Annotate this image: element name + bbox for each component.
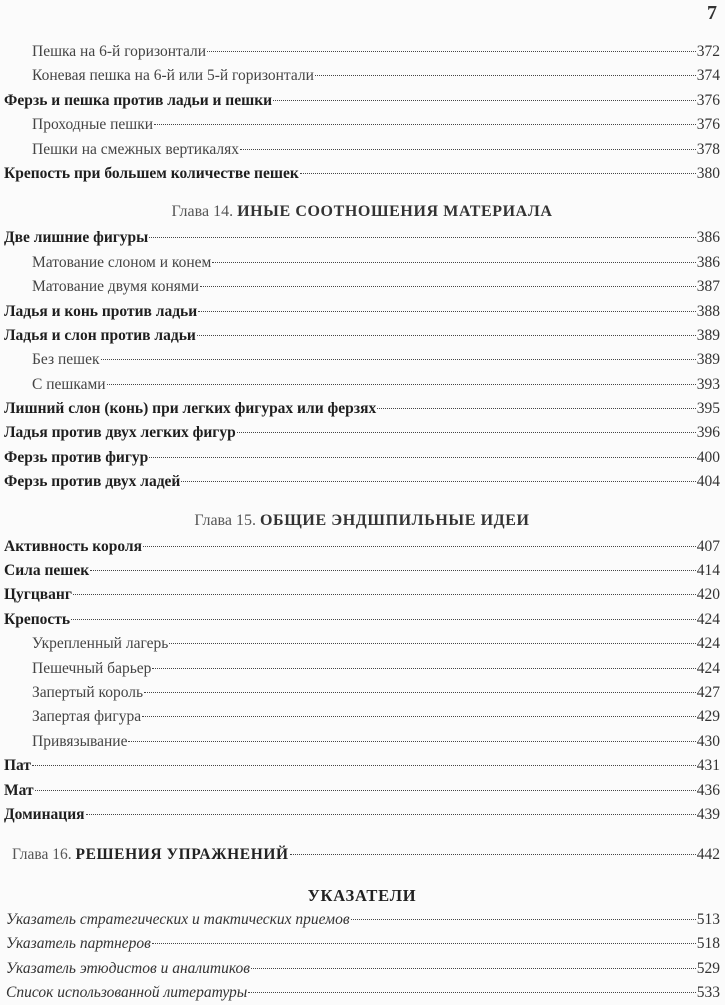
toc-entry[interactable] [4,324,720,348]
leader-dots [248,992,695,993]
toc-entry[interactable] [4,300,720,324]
toc-entry[interactable] [4,730,720,754]
leader-dots [86,814,696,815]
leader-dots [212,262,695,263]
entry-page: 393 [696,375,720,393]
entry-page: 513 [696,910,720,928]
chapter-14-entries [4,226,720,494]
entry-page: 395 [696,400,720,418]
toc-entry[interactable] [4,608,720,632]
entry-page: 429 [696,708,720,726]
leader-dots [251,968,696,969]
toc-entry[interactable] [4,40,720,64]
entry-page: 374 [696,67,720,85]
entry-page: 389 [696,351,720,369]
leader-dots [240,149,696,150]
entry-page: 442 [696,846,720,864]
toc-entry[interactable] [4,89,720,113]
entry-page: 439 [696,805,720,823]
chapter-number: Глава 16. [12,846,72,864]
entry-page: 431 [696,757,720,775]
chapter-15-entries [4,535,720,828]
entry-page: 529 [696,959,720,977]
entry-page: 389 [696,326,720,344]
entry-title: Коневая пешка на 6-й или 5-й горизонтали [32,67,314,85]
toc-entry[interactable] [4,470,720,494]
entry-title: Привязывание [32,732,128,750]
toc-entry[interactable] [4,632,720,656]
entry-title: Указатель этюдистов и аналитиков [6,959,251,977]
leader-dots [143,546,696,547]
leader-dots [144,692,696,693]
leader-dots [152,668,695,669]
entry-page: 430 [696,732,720,750]
index-entry[interactable] [4,981,720,1005]
toc-entry[interactable] [4,138,720,162]
entry-page: 378 [696,140,720,158]
entry-page: 407 [696,537,720,555]
leader-dots [101,359,696,360]
entry-page: 386 [696,229,720,247]
leader-dots [181,481,695,482]
toc-entry[interactable] [4,705,720,729]
entry-title: Пешечный барьер [32,659,152,677]
entry-title: Пат [4,757,32,775]
leader-dots [142,716,696,717]
entry-title: Доминация [4,805,85,823]
entry-page: 414 [696,562,720,580]
leader-dots [197,335,696,336]
entry-title: Сила пешек [4,562,90,580]
chapter-15-heading[interactable] [4,509,720,533]
leader-dots [207,51,696,52]
chapter-title: ОБЩИЕ ЭНДШПИЛЬНЫЕ ИДЕИ [260,511,530,529]
entry-title: Матование двумя конями [32,278,199,296]
toc-entry[interactable] [4,421,720,445]
toc-entry[interactable] [4,681,720,705]
toc-entry[interactable] [4,446,720,470]
entry-page: 424 [696,610,720,628]
leader-dots [128,741,695,742]
toc-entry[interactable] [4,779,720,803]
entry-title: Список использованной литературы [6,983,248,1001]
entry-page: 372 [696,43,720,60]
entry-title: Укрепленный лагерь [32,635,169,653]
entry-page: 533 [696,983,720,1001]
entry-title: Запертая фигура [32,708,142,726]
leader-dots [35,790,696,791]
entry-title: Ладья против двух легких фигур [4,424,236,442]
entry-title: Крепость [4,610,71,628]
entry-page: 436 [696,781,720,799]
leader-dots [90,570,696,571]
leader-dots [290,854,696,855]
toc-entry[interactable] [4,373,720,397]
toc-entry[interactable] [4,64,720,88]
leader-dots [73,594,696,595]
entry-title: Запертый король [32,683,144,701]
entry-title: Пешка на 6-й горизонтали [32,43,207,60]
table-of-contents [4,40,720,1005]
toc-entry[interactable] [4,162,720,186]
entry-title: Указатель стратегических и тактических приемов [6,910,350,928]
leader-dots [152,943,696,944]
entry-page: 424 [696,659,720,677]
entry-title: Ферзь против фигур [4,448,149,466]
entry-title: Матование слоном и конем [32,253,212,271]
entry-page: 388 [696,302,720,320]
toc-entry[interactable] [4,583,720,607]
entry-title: Ферзь против двух ладей [4,473,181,491]
toc-entry[interactable] [4,348,720,372]
entry-page: 404 [696,473,720,491]
toc-entry[interactable] [4,803,720,827]
entry-page: 518 [696,935,720,953]
entry-title: Цугцванг [4,586,72,604]
leader-dots [300,173,696,174]
entry-page: 420 [696,586,720,604]
entry-page: 380 [696,164,720,182]
indexes-heading: УКАЗАТЕЛИ [307,885,417,905]
toc-entry[interactable] [4,226,720,250]
top-entries [4,40,720,186]
leader-dots [198,311,696,312]
leader-dots [169,643,695,644]
index-entry[interactable] [4,908,720,932]
entry-title: Ферзь и пешка против ладьи и пешки [4,91,273,109]
entry-title: Без пешек [32,351,100,369]
entry-title: Проходные пешки [32,116,154,134]
entry-title: Лишний слон (конь) при легких фигурах или ферзях [4,400,377,418]
index-entry[interactable] [4,957,720,981]
entry-title: С пешками [32,375,106,393]
entry-page: 376 [696,91,720,109]
toc-entry[interactable] [4,657,720,681]
toc-entry[interactable] [4,397,720,421]
leader-dots [149,237,695,238]
chapter-title: РЕШЕНИЯ УПРАЖНЕНИЙ [75,846,289,864]
entry-title: Ладья и конь против ладьи [4,302,198,320]
entry-title: Две лишние фигуры [4,229,149,247]
leader-dots [351,919,696,920]
leader-dots [71,619,696,620]
entry-page: 424 [696,635,720,653]
leader-dots [237,432,696,433]
entry-page: 427 [696,683,720,701]
toc-entry[interactable] [4,559,720,583]
page-number: 7 [707,2,717,24]
chapter-16-entry[interactable] [4,843,720,867]
entry-page: 386 [696,253,720,271]
toc-entry[interactable] [4,113,720,137]
toc-entry[interactable] [4,275,720,299]
entry-title: Указатель партнеров [6,935,151,953]
leader-dots [32,765,696,766]
leader-dots [154,124,696,125]
chapter-14-heading[interactable] [4,200,720,224]
toc-entry[interactable] [4,251,720,275]
leader-dots [315,75,696,76]
leader-dots [107,384,696,385]
entry-title: Ладья и слон против ладьи [4,326,196,344]
leader-dots [377,408,695,409]
entry-title: Мат [4,781,34,799]
entry-page: 396 [696,424,720,442]
indexes-entries [4,908,720,1005]
chapter-number: Глава 14. [171,203,234,221]
chapter-16-heading [12,843,289,867]
entry-title: Активность короля [4,537,143,555]
leader-dots [200,286,696,287]
chapter-number: Глава 15. [194,511,256,529]
entry-title: Крепость при большем количестве пешек [4,164,299,182]
leader-dots [273,100,696,101]
entry-page: 387 [696,278,720,296]
entry-page: 400 [696,448,720,466]
toc-entry[interactable] [4,754,720,778]
index-entry[interactable] [4,932,720,956]
toc-entry[interactable] [4,535,720,559]
entry-title: Пешки на смежных вертикалях [32,140,240,158]
leader-dots [149,457,695,458]
chapter-title: ИНЫЕ СООТНОШЕНИЯ МАТЕРИАЛА [237,203,553,221]
entry-page: 376 [696,116,720,134]
